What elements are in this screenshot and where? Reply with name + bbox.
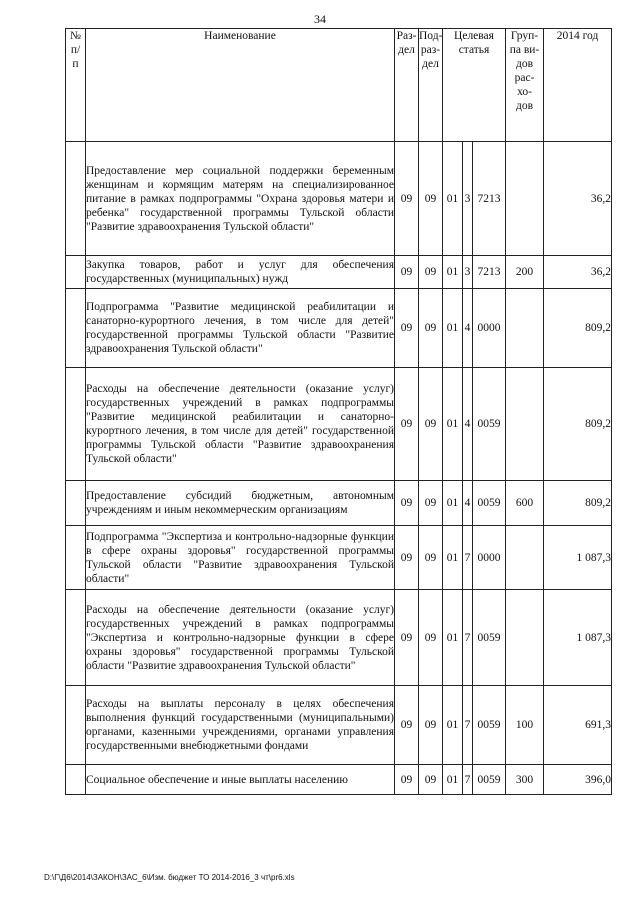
row-name-cell: Закупка товаров, работ и услуг для обеспечения государственных (муниципальных) нужд <box>86 256 395 289</box>
table-row <box>66 289 612 368</box>
row-number-cell <box>66 686 86 765</box>
row-program-code-cell: 01 <box>443 481 463 526</box>
row-razdel-cell: 09 <box>395 526 419 590</box>
row-name-cell: Подпрограмма "Экспертиза и контрольно-надзорные функции в сфере охраны здоровья" государственной программы Тульской области "Развитие здравоохранения Тульской области" <box>86 526 395 590</box>
row-name-cell: Предоставление субсидий бюджетным, автономным учреждениям и иным некоммерческим организациям <box>86 481 395 526</box>
row-program-code-cell: 01 <box>443 256 463 289</box>
row-razdel-cell: 09 <box>395 289 419 368</box>
row-program-code-cell: 01 <box>443 526 463 590</box>
row-program-code-cell: 01 <box>443 590 463 686</box>
table-row <box>66 256 612 289</box>
row-podrazdel-cell: 09 <box>419 481 443 526</box>
row-direction-code-cell: 0000 <box>473 289 506 368</box>
row-direction-code-cell: 0059 <box>473 590 506 686</box>
row-amount-cell: 809,2 <box>544 481 612 526</box>
row-program-code-cell: 01 <box>443 765 463 795</box>
row-expense-group-cell: 300 <box>506 765 544 795</box>
row-program-code-cell: 01 <box>443 368 463 481</box>
row-amount-cell: 1 087,3 <box>544 526 612 590</box>
row-direction-code-cell: 0059 <box>473 686 506 765</box>
row-number-cell <box>66 590 86 686</box>
row-subprogram-code-cell: 3 <box>463 142 473 256</box>
row-number-cell <box>66 368 86 481</box>
row-number-cell <box>66 142 86 256</box>
table-row <box>66 590 612 686</box>
row-expense-group-cell <box>506 526 544 590</box>
row-podrazdel-cell: 09 <box>419 256 443 289</box>
row-direction-code-cell: 7213 <box>473 142 506 256</box>
row-razdel-cell: 09 <box>395 590 419 686</box>
header-year: 2014 год <box>544 29 612 142</box>
row-amount-cell: 1 087,3 <box>544 590 612 686</box>
row-expense-group-cell <box>506 289 544 368</box>
file-path-footer: D:\Г\Д6\2014\ЗАКОН\ЗАС_6\Изм. бюджет ТО 2014-2016_3 чт\pr6.xls <box>44 873 295 882</box>
row-podrazdel-cell: 09 <box>419 289 443 368</box>
row-number-cell <box>66 481 86 526</box>
row-amount-cell: 36,2 <box>544 142 612 256</box>
row-amount-cell: 36,2 <box>544 256 612 289</box>
row-name-cell: Социальное обеспечение и иные выплаты населению <box>86 765 395 795</box>
row-podrazdel-cell: 09 <box>419 526 443 590</box>
row-razdel-cell: 09 <box>395 142 419 256</box>
row-program-code-cell: 01 <box>443 289 463 368</box>
row-number-cell <box>66 256 86 289</box>
header-razdel: Раз- дел <box>395 29 419 142</box>
row-podrazdel-cell: 09 <box>419 142 443 256</box>
row-name-cell: Расходы на выплаты персоналу в целях обеспечения выполнения функций государственными (муниципальными) органами, казенными учреждениями, органами управления государственными внебюджетными фондами <box>86 686 395 765</box>
table-row <box>66 142 612 256</box>
row-subprogram-code-cell: 4 <box>463 368 473 481</box>
row-subprogram-code-cell: 7 <box>463 765 473 795</box>
row-amount-cell: 809,2 <box>544 289 612 368</box>
row-razdel-cell: 09 <box>395 256 419 289</box>
row-subprogram-code-cell: 4 <box>463 289 473 368</box>
row-subprogram-code-cell: 7 <box>463 590 473 686</box>
row-amount-cell: 809,2 <box>544 368 612 481</box>
row-direction-code-cell: 0000 <box>473 526 506 590</box>
row-razdel-cell: 09 <box>395 481 419 526</box>
row-number-cell <box>66 289 86 368</box>
header-expense-group: Груп- па ви- дов рас- хо- дов <box>506 29 544 142</box>
table-row <box>66 481 612 526</box>
header-target-article: Целевая статья <box>443 29 506 142</box>
row-amount-cell: 691,3 <box>544 686 612 765</box>
row-direction-code-cell: 0059 <box>473 765 506 795</box>
row-direction-code-cell: 7213 <box>473 256 506 289</box>
budget-table <box>65 28 612 795</box>
row-program-code-cell: 01 <box>443 142 463 256</box>
row-name-cell: Предоставление мер социальной поддержки беременным женщинам и кормящим матерям на специализированное питание в рамках подпрограммы "Охрана здоровья матери и ребенка" государственной программы Тульской области "Развитие здравоохранения Тульской области" <box>86 142 395 256</box>
row-podrazdel-cell: 09 <box>419 765 443 795</box>
row-name-cell: Подпрограмма "Развитие медицинской реабилитации и санаторно-курортного лечения, в том числе для детей" государственной программы Тульской области "Развитие здравоохранения Тульской области" <box>86 289 395 368</box>
row-direction-code-cell: 0059 <box>473 481 506 526</box>
row-name-cell: Расходы на обеспечение деятельности (оказание услуг) государственных учреждений в рамках подпрограммы "Экспертиза и контрольно-надзорные функции в сфере охраны здоровья" государственной программы Тульской области "Развитие здравоохранения Тульской области" <box>86 590 395 686</box>
header-name: Наименование <box>86 29 395 142</box>
table-row <box>66 368 612 481</box>
row-podrazdel-cell: 09 <box>419 368 443 481</box>
row-name-cell: Расходы на обеспечение деятельности (оказание услуг) государственных учреждений в рамках подпрограммы "Развитие медицинской реабилитации и санаторно-курортного лечения, в том числе для детей" государственной программы Тульской области "Развитие здравоохранения Тульской области" <box>86 368 395 481</box>
table-body <box>66 142 612 795</box>
row-razdel-cell: 09 <box>395 765 419 795</box>
row-expense-group-cell: 200 <box>506 256 544 289</box>
header-no: № п/ п <box>66 29 86 142</box>
row-direction-code-cell: 0059 <box>473 368 506 481</box>
header-podrazdel: Под- раз- дел <box>419 29 443 142</box>
row-expense-group-cell <box>506 590 544 686</box>
row-podrazdel-cell: 09 <box>419 590 443 686</box>
header-row <box>66 29 612 142</box>
row-expense-group-cell: 600 <box>506 481 544 526</box>
row-program-code-cell: 01 <box>443 686 463 765</box>
row-subprogram-code-cell: 3 <box>463 256 473 289</box>
row-amount-cell: 396,0 <box>544 765 612 795</box>
table-row <box>66 526 612 590</box>
row-razdel-cell: 09 <box>395 686 419 765</box>
row-expense-group-cell <box>506 142 544 256</box>
table-row <box>66 686 612 765</box>
page-number: 34 <box>314 12 326 26</box>
table-row <box>66 765 612 795</box>
row-subprogram-code-cell: 7 <box>463 686 473 765</box>
row-number-cell <box>66 765 86 795</box>
row-subprogram-code-cell: 7 <box>463 526 473 590</box>
row-number-cell <box>66 526 86 590</box>
row-subprogram-code-cell: 4 <box>463 481 473 526</box>
row-expense-group-cell: 100 <box>506 686 544 765</box>
row-expense-group-cell <box>506 368 544 481</box>
row-podrazdel-cell: 09 <box>419 686 443 765</box>
row-razdel-cell: 09 <box>395 368 419 481</box>
